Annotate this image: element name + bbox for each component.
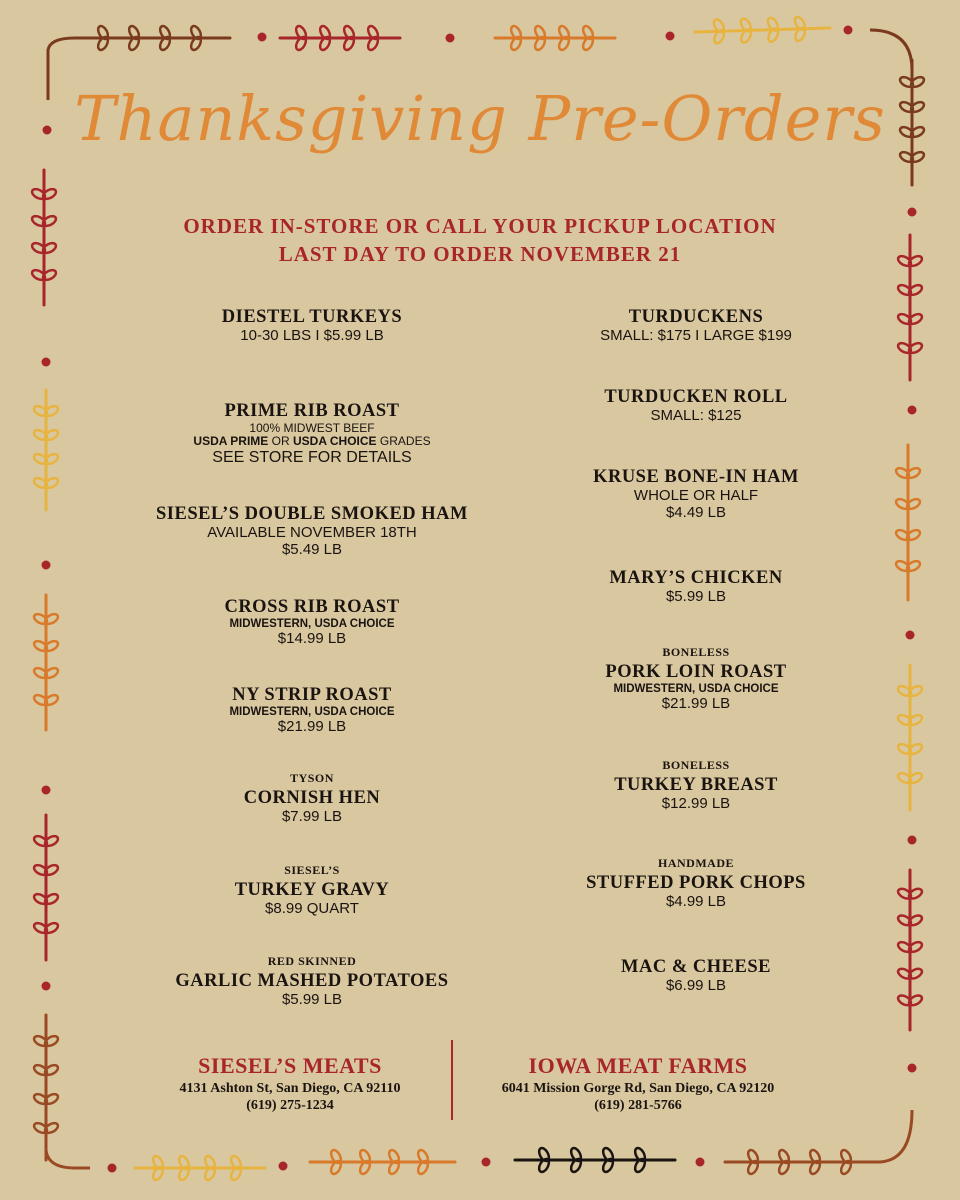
decor-vine bbox=[46, 1150, 90, 1168]
menu-item: CROSS RIB ROAST MIDWESTERN, USDA CHOICE $14.99 LB bbox=[224, 597, 400, 647]
store-iowa-meat-farms: IOWA MEAT FARMS 6041 Mission Gorge Rd, San Diego, CA 92120 (619) 281-5766 bbox=[501, 1053, 775, 1113]
decor-dot bbox=[696, 1158, 705, 1167]
decor-dot bbox=[908, 406, 917, 415]
decor-vine bbox=[880, 1110, 912, 1162]
subtitle-deadline: LAST DAY TO ORDER NOVEMBER 21 bbox=[278, 242, 682, 266]
decor-dot bbox=[279, 1162, 288, 1171]
page-title: Thanksgiving Pre-Orders bbox=[74, 82, 886, 155]
menu-item: RED SKINNED GARLIC MASHED POTATOES $5.99 LB bbox=[175, 954, 449, 1009]
subtitle-order: ORDER IN-STORE OR CALL YOUR PICKUP LOCATION bbox=[183, 214, 777, 238]
menu-item: KRUSE BONE-IN HAM WHOLE OR HALF $4.49 LB bbox=[593, 467, 799, 521]
decor-dot bbox=[108, 1164, 117, 1173]
decor-dot bbox=[906, 631, 915, 640]
decor-dot bbox=[666, 32, 675, 41]
decor-dot bbox=[908, 1064, 917, 1073]
menu-item: BONELESS PORK LOIN ROAST MIDWESTERN, USDA CHOICE $21.99 LB bbox=[605, 645, 787, 713]
menu-item: DIESTEL TURKEYS 10-30 LBS I $5.99 LB bbox=[221, 307, 403, 344]
store-divider bbox=[451, 1040, 453, 1120]
decor-dot bbox=[446, 34, 455, 43]
decor-dot bbox=[42, 786, 51, 795]
decor-dot bbox=[42, 561, 51, 570]
menu-item: BONELESS TURKEY BREAST $12.99 LB bbox=[614, 758, 778, 813]
menu-item: TURDUCKENS SMALL: $175 I LARGE $199 bbox=[600, 307, 792, 344]
decor-dot bbox=[258, 33, 267, 42]
decor-dot bbox=[482, 1158, 491, 1167]
menu-item: PRIME RIB ROAST 100% MIDWEST BEEF USDA PRIME OR USDA CHOICE GRADES SEE STORE FOR DETAILS bbox=[193, 401, 431, 466]
decor-dot bbox=[844, 26, 853, 35]
decor-dot bbox=[42, 982, 51, 991]
decor-dot bbox=[908, 836, 917, 845]
menu-item: NY STRIP ROAST MIDWESTERN, USDA CHOICE $21.99 LB bbox=[229, 685, 395, 735]
menu-item: HANDMADE STUFFED PORK CHOPS $4.99 LB bbox=[586, 856, 806, 911]
menu-item: SIESEL’S DOUBLE SMOKED HAM AVAILABLE NOVEMBER 18TH $5.49 LB bbox=[156, 504, 468, 558]
menu-item: MAC & CHEESE $6.99 LB bbox=[621, 957, 771, 994]
decor-dot bbox=[42, 358, 51, 367]
menu-item: SIESEL’S TURKEY GRAVY $8.99 QUART bbox=[234, 863, 390, 918]
menu-item: TYSON CORNISH HEN $7.99 LB bbox=[243, 771, 381, 826]
store-siesels-meats: SIESEL’S MEATS 4131 Ashton St, San Diego, CA 92110 (619) 275-1234 bbox=[179, 1053, 401, 1113]
menu-item: TURDUCKEN ROLL SMALL: $125 bbox=[604, 387, 788, 424]
menu-item: MARY’S CHICKEN $5.99 LB bbox=[609, 568, 783, 605]
